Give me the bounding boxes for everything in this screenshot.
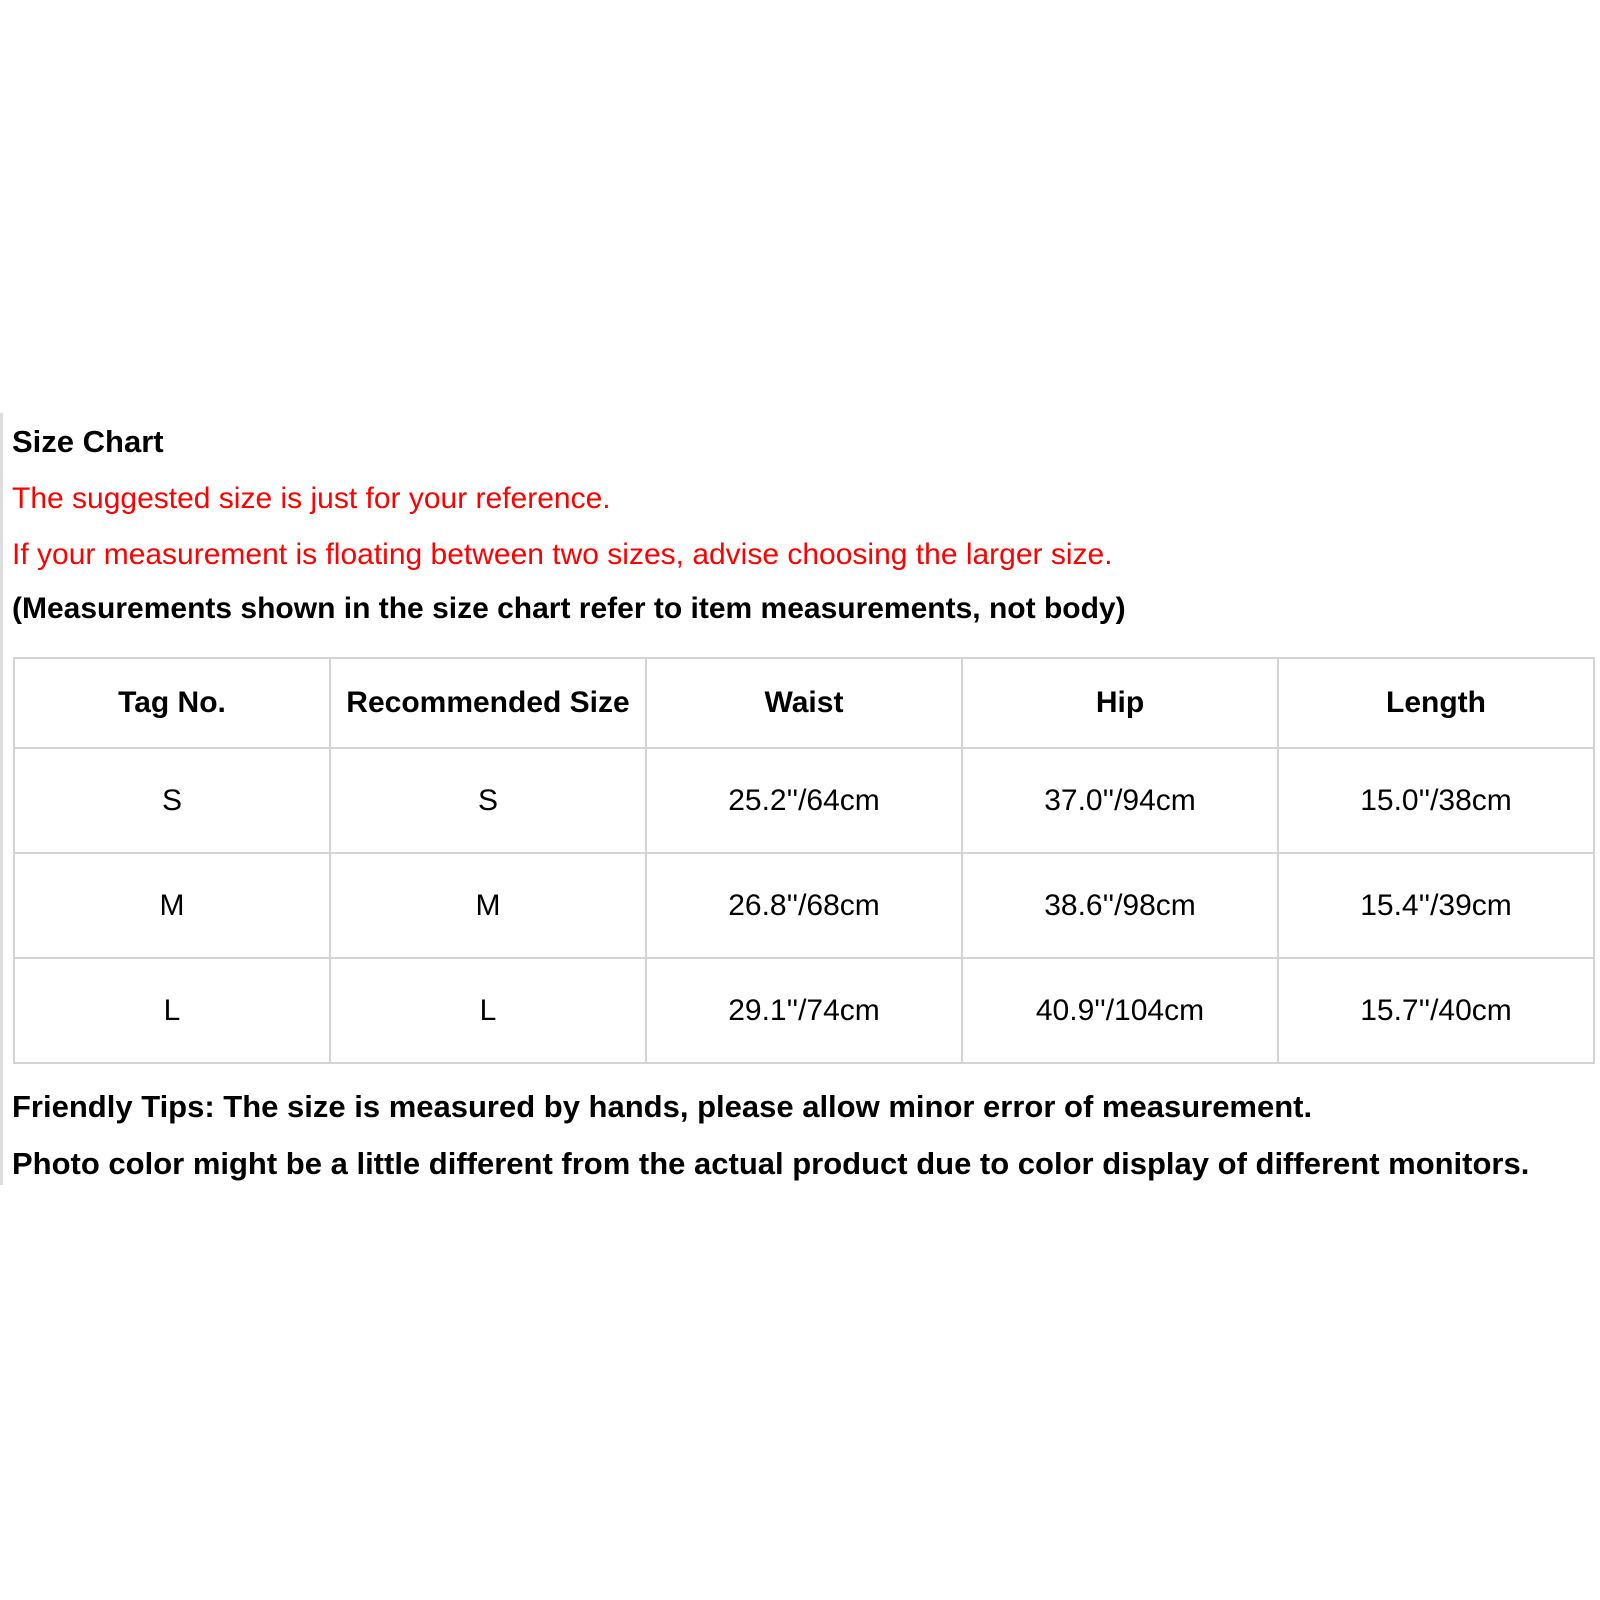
size-chart-table	[13, 657, 1595, 1064]
sizing-advice-note: If your measurement is floating between two sizes, advise choosing the larger size.	[12, 538, 1113, 572]
table-cell: S	[330, 748, 646, 853]
table-cell: M	[14, 853, 330, 958]
table-cell: 26.8''/68cm	[646, 853, 962, 958]
table-cell: 37.0''/94cm	[962, 748, 1278, 853]
table-header-row	[14, 658, 1594, 748]
table-cell: M	[330, 853, 646, 958]
table-cell: 29.1''/74cm	[646, 958, 962, 1063]
column-header-tag-no: Tag No.	[14, 658, 330, 748]
measurement-note: (Measurements shown in the size chart refer to item measurements, not body)	[12, 592, 1126, 626]
table-cell: 15.7''/40cm	[1278, 958, 1594, 1063]
column-header-hip: Hip	[962, 658, 1278, 748]
table-row-m	[14, 853, 1594, 958]
table-cell: L	[14, 958, 330, 1063]
table-cell: 38.6''/98cm	[962, 853, 1278, 958]
page-title: Size Chart	[12, 424, 164, 459]
table-cell: 15.4''/39cm	[1278, 853, 1594, 958]
reference-note: The suggested size is just for your reference.	[12, 482, 611, 516]
column-header-length: Length	[1278, 658, 1594, 748]
table-row-l	[14, 958, 1594, 1063]
table-cell: 40.9''/104cm	[962, 958, 1278, 1063]
table-cell: L	[330, 958, 646, 1063]
column-header-recommended-size: Recommended Size	[330, 658, 646, 748]
table-cell: S	[14, 748, 330, 853]
friendly-tips-note: Friendly Tips: The size is measured by hands, please allow minor error of measurement.	[12, 1089, 1313, 1125]
table-cell: 15.0''/38cm	[1278, 748, 1594, 853]
table-row-s	[14, 748, 1594, 853]
photo-color-note: Photo color might be a little different from the actual product due to color display of different monitors.	[12, 1145, 1530, 1181]
column-header-waist: Waist	[646, 658, 962, 748]
size-chart-section	[0, 413, 1600, 1185]
table-cell: 25.2''/64cm	[646, 748, 962, 853]
